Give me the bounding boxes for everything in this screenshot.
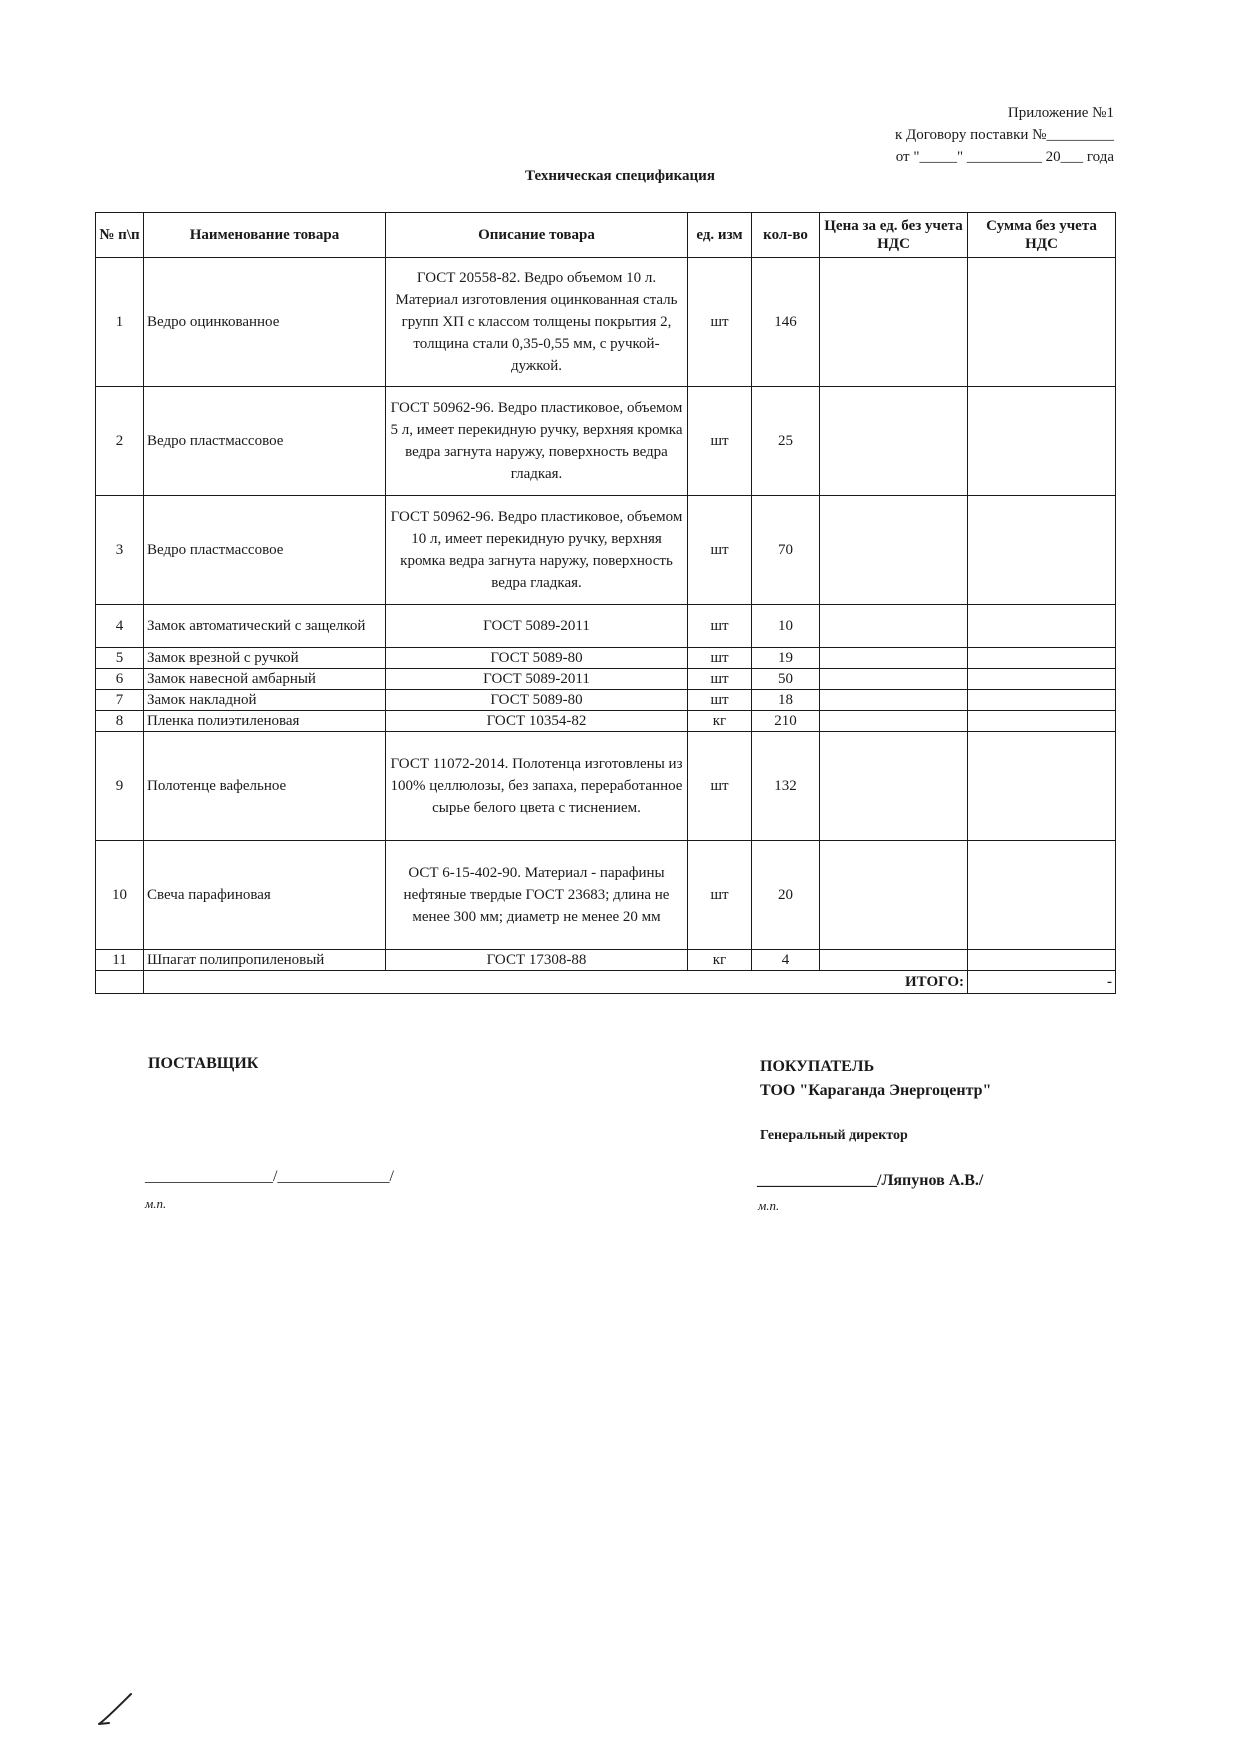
item-description: ГОСТ 10354-82 — [386, 711, 688, 732]
item-quantity: 25 — [752, 387, 820, 496]
item-quantity: 10 — [752, 605, 820, 648]
supplier-signature-line: ________________/______________/ — [145, 1168, 394, 1185]
column-header-quantity: кол-во — [752, 213, 820, 258]
table-row — [96, 258, 1116, 387]
column-header-sum: Сумма без учета НДС — [968, 213, 1116, 258]
item-sum — [968, 711, 1116, 732]
item-name: Ведро пластмассовое — [144, 387, 386, 496]
total-label: ИТОГО: — [144, 971, 968, 994]
row-number: 7 — [96, 690, 144, 711]
item-unit: шт — [688, 387, 752, 496]
row-number: 10 — [96, 841, 144, 950]
table-row — [96, 669, 1116, 690]
buyer-company: ТОО "Караганда Энергоцентр" — [760, 1082, 992, 1099]
item-description: ГОСТ 17308-88 — [386, 950, 688, 971]
row-number: 3 — [96, 496, 144, 605]
row-number: 1 — [96, 258, 144, 387]
item-price — [820, 605, 968, 648]
row-number: 2 — [96, 387, 144, 496]
table-row — [96, 841, 1116, 950]
item-name: Полотенце вафельное — [144, 732, 386, 841]
table-row — [96, 496, 1116, 605]
item-price — [820, 711, 968, 732]
supplier-title: ПОСТАВЩИК — [148, 1055, 259, 1072]
item-name: Ведро пластмассовое — [144, 496, 386, 605]
item-price — [820, 690, 968, 711]
appendix-label: Приложение №1 — [1007, 105, 1114, 121]
document-title: Техническая спецификация — [525, 168, 715, 184]
item-sum — [968, 950, 1116, 971]
item-description: ГОСТ 5089-2011 — [386, 669, 688, 690]
item-description: ГОСТ 20558-82. Ведро объемом 10 л. Материал изготовления оцинкованная сталь групп ХП с классом толщены покрытия 2, толщина стали 0,35-0,55 мм, с ручкой-дужкой. — [386, 258, 688, 387]
item-name: Пленка полиэтиленовая — [144, 711, 386, 732]
item-name: Ведро оцинкованное — [144, 258, 386, 387]
row-number: 6 — [96, 669, 144, 690]
row-number: 9 — [96, 732, 144, 841]
item-quantity: 4 — [752, 950, 820, 971]
item-quantity: 20 — [752, 841, 820, 950]
item-price — [820, 732, 968, 841]
item-unit: кг — [688, 950, 752, 971]
table-row — [96, 387, 1116, 496]
buyer-stamp-label: м.п. — [758, 1198, 780, 1213]
item-description: ГОСТ 5089-80 — [386, 648, 688, 669]
item-quantity: 18 — [752, 690, 820, 711]
column-header-description: Описание товара — [386, 213, 688, 258]
item-price — [820, 258, 968, 387]
item-name: Замок навесной амбарный — [144, 669, 386, 690]
row-number: 8 — [96, 711, 144, 732]
row-number: 4 — [96, 605, 144, 648]
item-unit: шт — [688, 496, 752, 605]
table-row — [96, 605, 1116, 648]
total-row — [96, 971, 1116, 994]
row-number: 5 — [96, 648, 144, 669]
column-header-name: Наименование товара — [144, 213, 386, 258]
item-sum — [968, 732, 1116, 841]
buyer-title: ПОКУПАТЕЛЬ — [760, 1058, 875, 1075]
item-name: Замок автоматический с защелкой — [144, 605, 386, 648]
item-price — [820, 387, 968, 496]
item-description: ГОСТ 5089-80 — [386, 690, 688, 711]
item-name: Шпагат полипропиленовый — [144, 950, 386, 971]
item-sum — [968, 669, 1116, 690]
item-quantity: 210 — [752, 711, 820, 732]
initials-scribble-icon — [95, 1690, 135, 1730]
contract-reference: к Договору поставки №_________ — [895, 127, 1114, 143]
item-quantity: 70 — [752, 496, 820, 605]
item-price — [820, 648, 968, 669]
item-price — [820, 669, 968, 690]
table-row — [96, 950, 1116, 971]
item-price — [820, 841, 968, 950]
item-description: ГОСТ 5089-2011 — [386, 605, 688, 648]
column-header-unit-price: Цена за ед. без учета НДС — [820, 213, 968, 258]
item-sum — [968, 258, 1116, 387]
total-value: - — [968, 971, 1116, 994]
item-description: ОСТ 6-15-402-90. Материал - парафины нефтяные твердые ГОСТ 23683; длина не менее 300 мм; диаметр не менее 20 мм — [386, 841, 688, 950]
table-row — [96, 648, 1116, 669]
item-quantity: 146 — [752, 258, 820, 387]
item-name: Замок врезной с ручкой — [144, 648, 386, 669]
item-description: ГОСТ 50962-96. Ведро пластиковое, объемом 10 л, имеет перекидную ручку, верхняя кромка ведра загнута наружу, поверхность ведра гладкая. — [386, 496, 688, 605]
item-sum — [968, 690, 1116, 711]
specification-table — [95, 212, 1116, 994]
item-price — [820, 950, 968, 971]
item-unit: кг — [688, 711, 752, 732]
table-row — [96, 690, 1116, 711]
table-row — [96, 711, 1116, 732]
column-header-unit: ед. изм — [688, 213, 752, 258]
column-header-number: № п\п — [96, 213, 144, 258]
item-sum — [968, 387, 1116, 496]
contract-date: от "_____" __________ 20___ года — [895, 149, 1114, 165]
item-quantity: 50 — [752, 669, 820, 690]
supplier-stamp-label: м.п. — [145, 1196, 167, 1211]
item-description: ГОСТ 50962-96. Ведро пластиковое, объемом 5 л, имеет перекидную ручку, верхняя кромка ведра загнута наружу, поверхность ведра гладкая. — [386, 387, 688, 496]
table-row — [96, 732, 1116, 841]
item-description: ГОСТ 11072-2014. Полотенца изготовлены из 100% целлюлозы, без запаха, переработанное сырье белого цвета с тиснением. — [386, 732, 688, 841]
item-unit: шт — [688, 605, 752, 648]
item-sum — [968, 648, 1116, 669]
appendix-header — [754, 102, 1114, 168]
item-quantity: 132 — [752, 732, 820, 841]
item-name: Замок накладной — [144, 690, 386, 711]
item-unit: шт — [688, 690, 752, 711]
buyer-signature-line: _______________/Ляпунов А.В./ — [757, 1172, 984, 1189]
item-price — [820, 496, 968, 605]
item-sum — [968, 841, 1116, 950]
item-sum — [968, 496, 1116, 605]
item-unit: шт — [688, 841, 752, 950]
item-unit: шт — [688, 669, 752, 690]
item-sum — [968, 605, 1116, 648]
item-quantity: 19 — [752, 648, 820, 669]
table-header-row — [96, 213, 1116, 258]
item-unit: шт — [688, 732, 752, 841]
item-unit: шт — [688, 648, 752, 669]
item-unit: шт — [688, 258, 752, 387]
row-number: 11 — [96, 950, 144, 971]
total-spacer — [96, 971, 144, 994]
item-name: Свеча парафиновая — [144, 841, 386, 950]
buyer-position: Генеральный директор — [760, 1128, 908, 1143]
